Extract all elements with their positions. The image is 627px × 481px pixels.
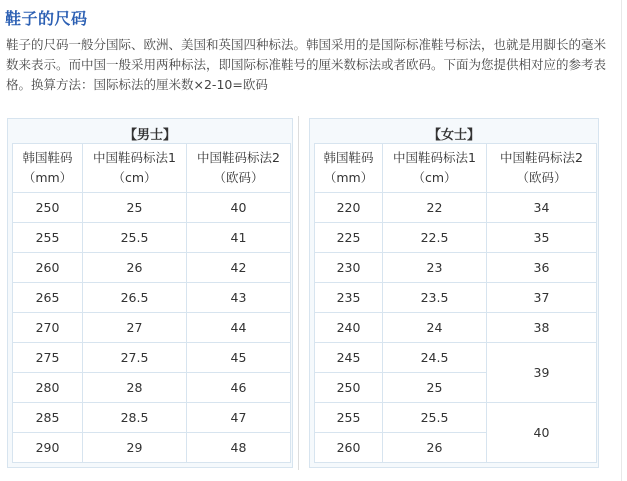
eu-size-cell: 36 [487,253,597,283]
cm-size-cell: 27 [83,313,187,343]
eu-size-cell: 45 [187,343,291,373]
korean-size-cell: 265 [13,283,83,313]
table-row [315,193,597,223]
table-row [13,373,291,403]
intro-paragraph: 鞋子的尺码一般分国际、欧洲、美国和英国四种标法。韩国采用的是国际标准鞋号标法，也就是用脚长的毫米数来表示。而中国一般采用两种标法，即国际标准鞋号的厘米数标法或者欧码。下面为您提供相对应的参考表格。换算方法：国际标法的厘米数×2-10=欧码 [6,37,607,92]
eu-size-cell: 34 [487,193,597,223]
women-header-row [315,144,597,193]
cm-size-cell: 29 [83,433,187,463]
eu-size-cell: 48 [187,433,291,463]
panel-divider [298,116,299,470]
eu-size-cell: 44 [187,313,291,343]
cm-size-cell: 23 [383,253,487,283]
cm-size-cell: 27.5 [83,343,187,373]
table-row [13,433,291,463]
women-header-korean: 韩国鞋码 （mm） [315,144,383,193]
table-row [315,223,597,253]
table-row [315,313,597,343]
korean-size-cell: 240 [315,313,383,343]
eu-size-cell: 46 [187,373,291,403]
cm-size-cell: 28.5 [83,403,187,433]
women-header-china-cm: 中国鞋码标法1 （cm） [383,144,487,193]
eu-size-cell: 40 [187,193,291,223]
cm-size-cell: 23.5 [383,283,487,313]
table-row [13,193,291,223]
eu-size-cell: 39 [487,343,597,403]
table-row [13,223,291,253]
eu-size-cell: 37 [487,283,597,313]
korean-size-cell: 280 [13,373,83,403]
eu-size-cell: 42 [187,253,291,283]
cm-size-cell: 25 [83,193,187,223]
table-row [13,313,291,343]
table-row [13,343,291,373]
eu-size-cell: 43 [187,283,291,313]
cm-size-cell: 22 [383,193,487,223]
table-row [315,283,597,313]
eu-size-cell: 40 [487,403,597,463]
table-row [315,253,597,283]
cm-size-cell: 25.5 [83,223,187,253]
women-size-panel [309,118,599,468]
korean-size-cell: 225 [315,223,383,253]
korean-size-cell: 255 [315,403,383,433]
men-size-panel [7,118,293,468]
cm-size-cell: 24 [383,313,487,343]
korean-size-cell: 250 [13,193,83,223]
korean-size-cell: 235 [315,283,383,313]
men-panel-title: 【男士】 [123,128,176,143]
cm-size-cell: 26 [383,433,487,463]
eu-size-cell: 41 [187,223,291,253]
korean-size-cell: 250 [315,373,383,403]
eu-size-cell: 38 [487,313,597,343]
cm-size-cell: 26.5 [83,283,187,313]
korean-size-cell: 275 [13,343,83,373]
women-header-china-eu: 中国鞋码标法2 （欧码） [487,144,597,193]
cm-size-cell: 25.5 [383,403,487,433]
korean-size-cell: 270 [13,313,83,343]
korean-size-cell: 290 [13,433,83,463]
women-panel-title: 【女士】 [427,128,480,143]
women-size-table [314,143,597,463]
cm-size-cell: 28 [83,373,187,403]
men-size-table [12,143,291,463]
cm-size-cell: 25 [383,373,487,403]
korean-size-cell: 220 [315,193,383,223]
men-header-china-cm: 中国鞋码标法1 （cm） [83,144,187,193]
table-row [13,253,291,283]
korean-size-cell: 230 [315,253,383,283]
korean-size-cell: 245 [315,343,383,373]
men-header-china-eu: 中国鞋码标法2 （欧码） [187,144,291,193]
table-row [13,403,291,433]
korean-size-cell: 260 [13,253,83,283]
page-title: 鞋子的尺码 [5,9,88,28]
eu-size-cell: 47 [187,403,291,433]
cm-size-cell: 26 [83,253,187,283]
korean-size-cell: 285 [13,403,83,433]
table-row [315,403,597,433]
korean-size-cell: 255 [13,223,83,253]
men-header-row [13,144,291,193]
korean-size-cell: 260 [315,433,383,463]
men-header-korean: 韩国鞋码 （mm） [13,144,83,193]
cm-size-cell: 24.5 [383,343,487,373]
cm-size-cell: 22.5 [383,223,487,253]
eu-size-cell: 35 [487,223,597,253]
table-row [315,343,597,373]
table-row [13,283,291,313]
